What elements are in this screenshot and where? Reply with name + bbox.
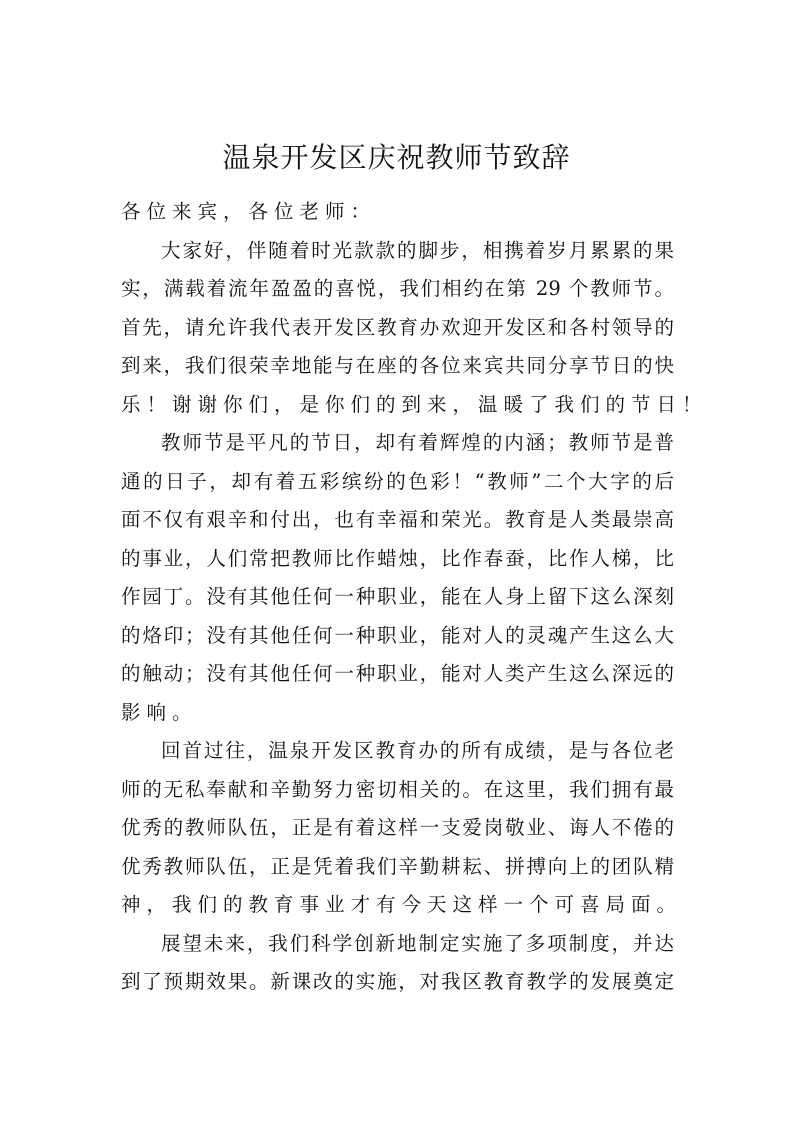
paragraph — [121, 232, 708, 425]
paragraph — [121, 925, 674, 1002]
text-line: 的烙印；没有其他任何一种职业，能对人的灵魂产生这么大 — [121, 623, 674, 647]
paragraph — [121, 424, 674, 732]
text-line: 乐！谢谢你们，是你们的到来，温暖了我们的节日！ — [121, 392, 708, 416]
paragraph — [121, 732, 683, 925]
text-line: 首先，请允许我代表开发区教育办欢迎开发区和各村领导的 — [121, 315, 674, 339]
text-line: 的事业，人们常把教师比作蜡烛，比作春蚕，比作人梯，比 — [121, 546, 674, 570]
paragraphs — [121, 232, 708, 1002]
text-line: 到了预期效果。新课改的实施，对我区教育教学的发展奠定 — [121, 970, 674, 993]
text-line: 作园丁。没有其他任何一种职业，能在人身上留下这么深刻 — [121, 585, 674, 608]
text-line: 回首过往，温泉开发区教育办的所有成绩，是与各位老 — [161, 739, 674, 762]
document-body — [121, 193, 708, 1002]
text-line: 实，满载着流年盈盈的喜悦，我们相约在第 29 个教师节。 — [121, 277, 674, 300]
salutation: 各位来宾，各位老师： — [121, 200, 377, 223]
text-line: 影响。 — [121, 700, 198, 724]
text-line: 优秀教师队伍，正是凭着我们辛勤耕耘、拼搏向上的团队精 — [121, 854, 674, 878]
text-line: 展望未来，我们科学创新地制定实施了多项制度，并达 — [161, 931, 674, 955]
text-line: 大家好，伴随着时光款款的脚步，相携着岁月累累的果 — [161, 238, 674, 262]
text-line: 到来，我们很荣幸地能与在座的各位来宾共同分享节日的快 — [121, 354, 674, 377]
text-line: 通的日子，却有着五彩缤纷的色彩！“教师”二个大字的后 — [121, 469, 674, 493]
text-line: 教师节是平凡的节日，却有着辉煌的内涵；教师节是普 — [161, 431, 674, 454]
text-line: 师的无私奉献和辛勤努力密切相关的。在这里，我们拥有最 — [121, 777, 674, 801]
text-line: 优秀的教师队伍，正是有着这样一支爱岗敬业、诲人不倦的 — [121, 816, 674, 839]
text-line: 面不仅有艰辛和付出，也有幸福和荣光。教育是人类最崇高 — [121, 508, 674, 531]
text-line: 的触动；没有其他任何一种职业，能对人类产生这么深远的 — [121, 662, 674, 685]
text-line: 神，我们的教育事业才有今天这样一个可喜局面。 — [121, 893, 683, 916]
document-title: 温泉开发区庆祝教师节致辞 — [222, 141, 571, 174]
